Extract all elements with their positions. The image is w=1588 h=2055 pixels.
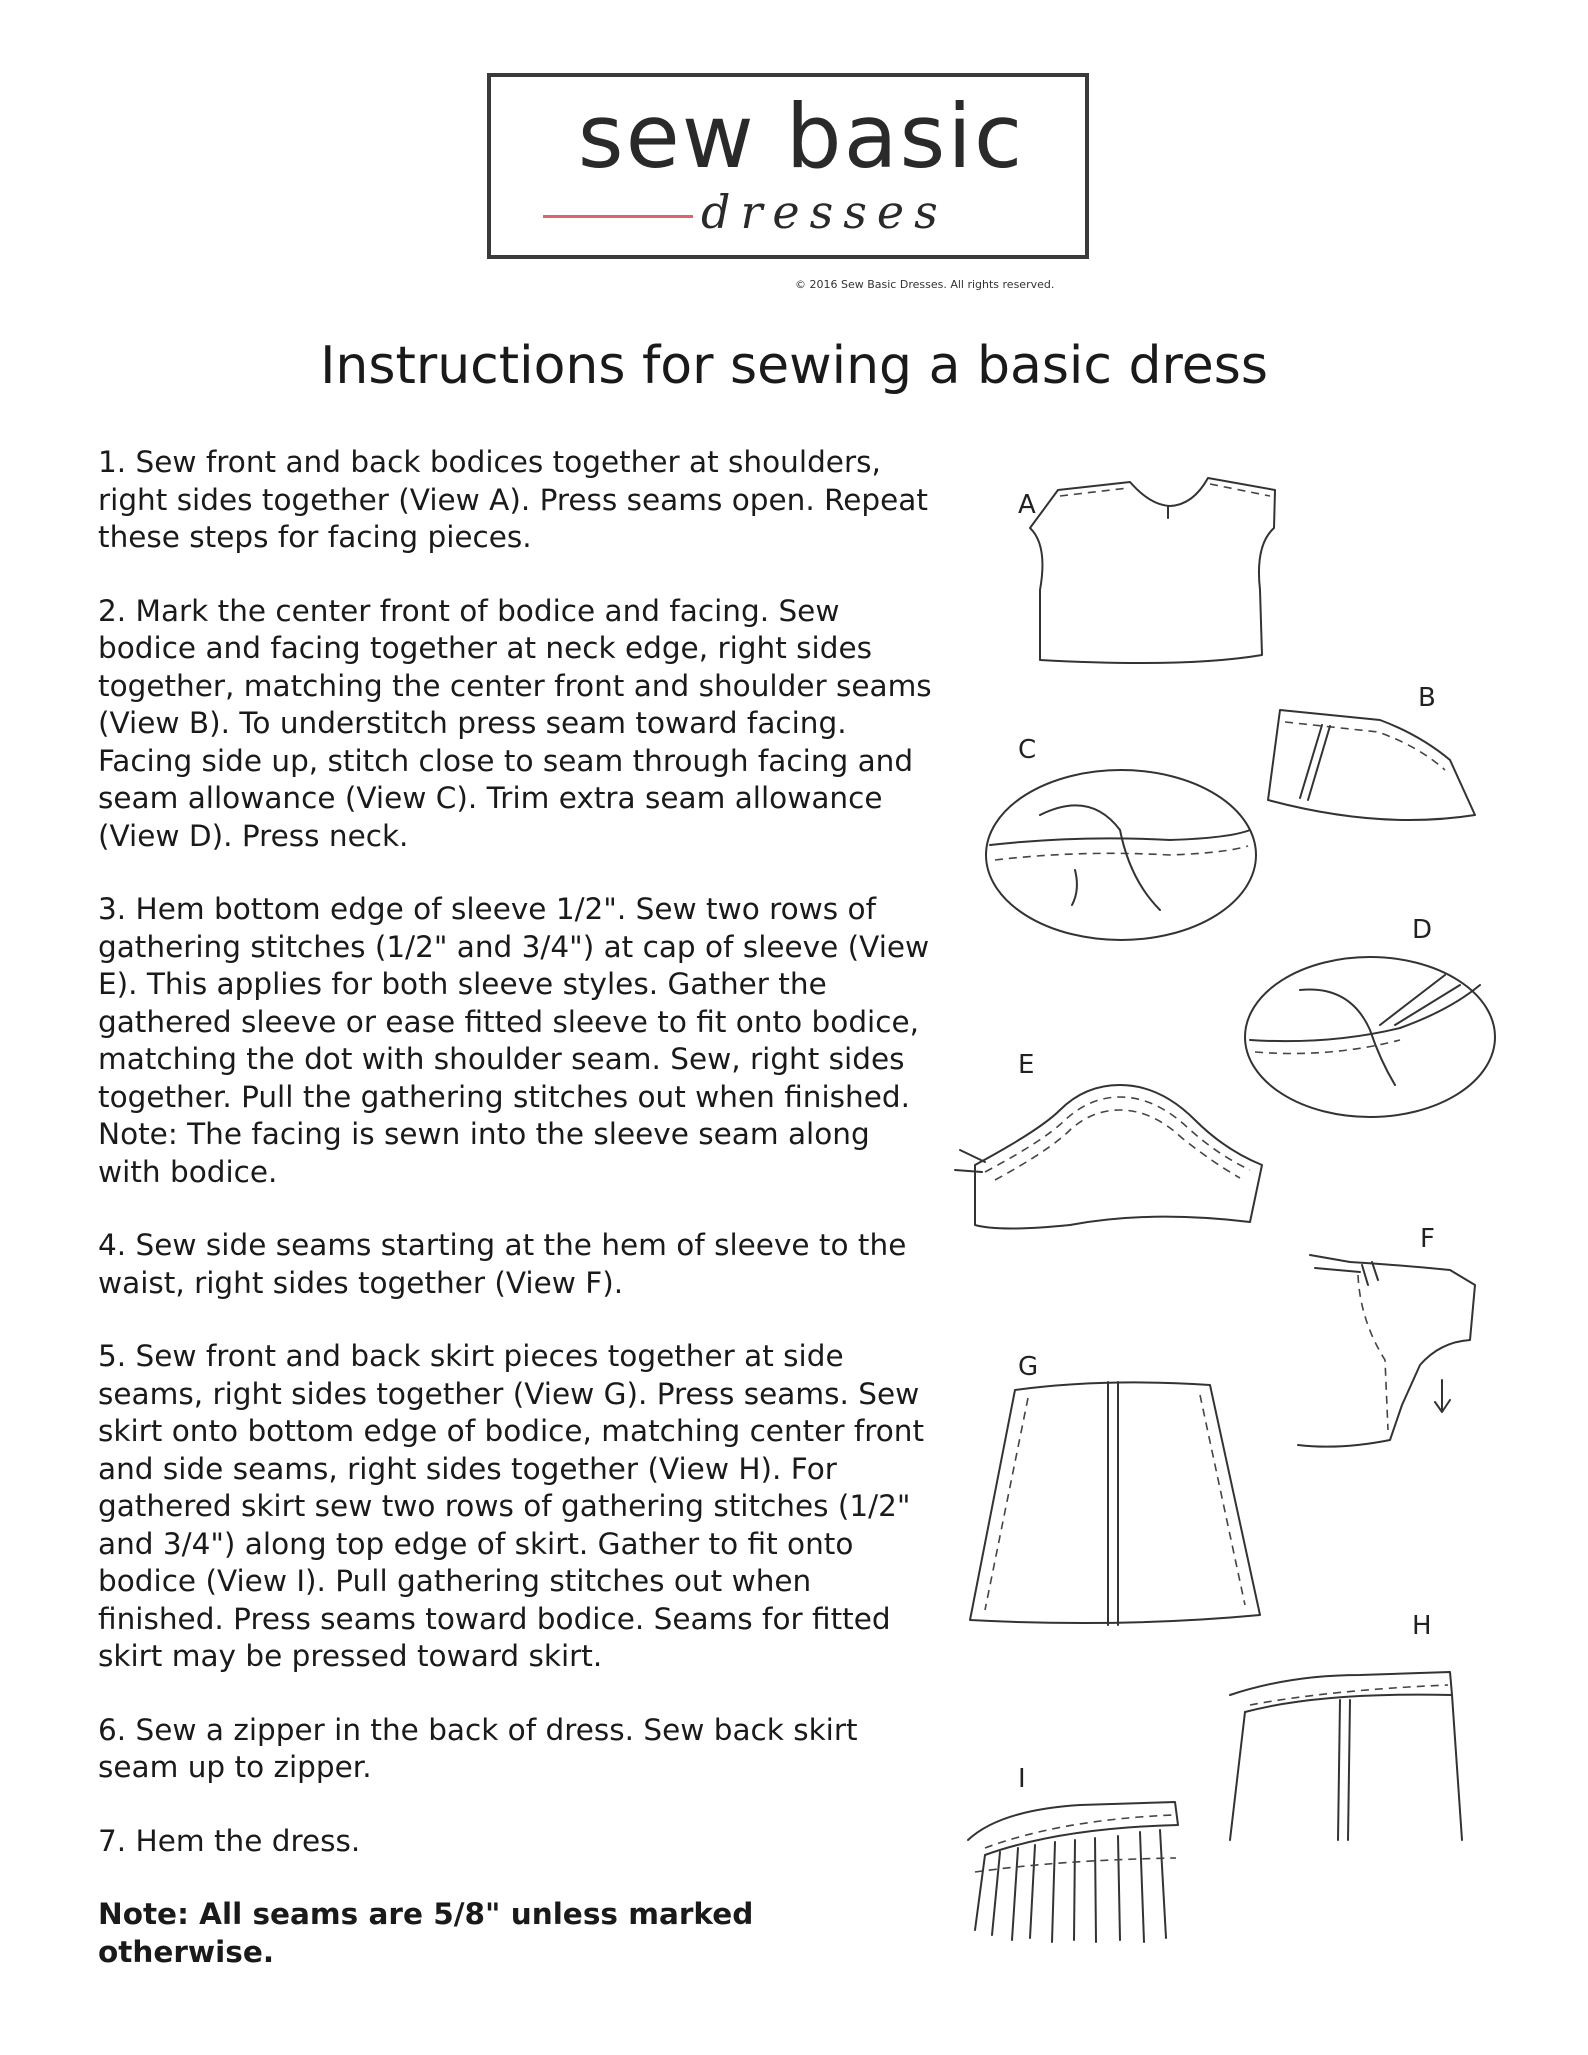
view-i-gathered-skirt-sketch — [968, 1764, 1178, 1942]
view-e-label: E — [1018, 1050, 1035, 1080]
view-a-label: A — [1018, 490, 1036, 520]
step-2: 2. Mark the center front of bodice and facing. Sew bodice and facing together at neck edge, right sides together, matching the center front and shoulder seams (View B). To understitch press seam toward facing. Facing side up, stitch close to seam through facing and seam allowance (View C). Trim extra seam allowance (View D). Press neck. — [98, 593, 932, 853]
page-title: Instructions for sewing a basic dress — [320, 336, 1268, 396]
view-a-bodice-sketch — [1018, 478, 1275, 663]
copyright: © 2016 Sew Basic Dresses. All rights reserved. — [795, 278, 1055, 291]
step-7: 7. Hem the dress. — [98, 1823, 361, 1858]
logo-subtitle: dresses — [701, 185, 948, 239]
view-d-trim-sketch — [1245, 915, 1495, 1117]
view-f-side-seam-sketch — [1298, 1224, 1475, 1447]
step-4: 4. Sew side seams starting at the hem of sleeve to the waist, right sides together (View F). — [98, 1228, 907, 1300]
view-b-label: B — [1418, 683, 1436, 713]
view-f-label: F — [1420, 1224, 1435, 1254]
view-i-label: I — [1018, 1764, 1026, 1794]
view-g-skirt-sketch — [970, 1352, 1260, 1625]
logo-wordmark: sew basic — [577, 85, 1025, 188]
instructions-list — [98, 444, 938, 2007]
view-g-label: G — [1018, 1352, 1039, 1382]
step-3-text: 3. Hem bottom edge of sleeve 1/2". Sew two rows of gathering stitches (1/2" and 3/4") at cap of sleeve (View E). This applies for both sleeve styles. Gather the gathered sleeve or ease fitted sleeve to fit onto bodice, matching the dot with shoulder seam. Sew, right sides together. Pull the gathering stitches out when finished. — [98, 892, 930, 1114]
logo-accent-line — [543, 215, 693, 218]
step-6: 6. Sew a zipper in the back of dress. Sew back skirt seam up to zipper. — [98, 1712, 858, 1784]
seam-allowance-note: Note: All seams are 5/8" unless marked otherwise. — [98, 1897, 754, 1969]
step-3 — [98, 891, 938, 1191]
view-h-waist-seam-sketch — [1230, 1611, 1462, 1840]
step-3-note: Note: The facing is sewn into the sleeve seam along with bodice. — [98, 1117, 870, 1189]
logo — [487, 73, 1089, 259]
view-h-label: H — [1412, 1611, 1432, 1641]
view-c-understitch-sketch — [986, 735, 1256, 940]
view-d-label: D — [1412, 915, 1433, 945]
view-b-neck-facing-sketch — [1268, 683, 1475, 820]
view-e-sleeve-sketch — [955, 1050, 1262, 1229]
step-5: 5. Sew front and back skirt pieces together at side seams, right sides together (View G). Press seams. Sew skirt onto bottom edge of bodice, matching center front and side seams, right sides together (View H). For gathered skirt sew two rows of gathering stitches (1/2" and 3/4") along top edge of skirt. Gather to fit onto bodice (View I). Pull gathering stitches out when finished. Press seams toward bodice. Seams for fitted skirt may be pressed toward skirt. — [98, 1339, 925, 1673]
step-1: 1. Sew front and back bodices together at shoulders, right sides together (View A). Press seams open. Repeat these steps for facing pieces. — [98, 445, 928, 554]
view-c-label: C — [1018, 735, 1037, 765]
